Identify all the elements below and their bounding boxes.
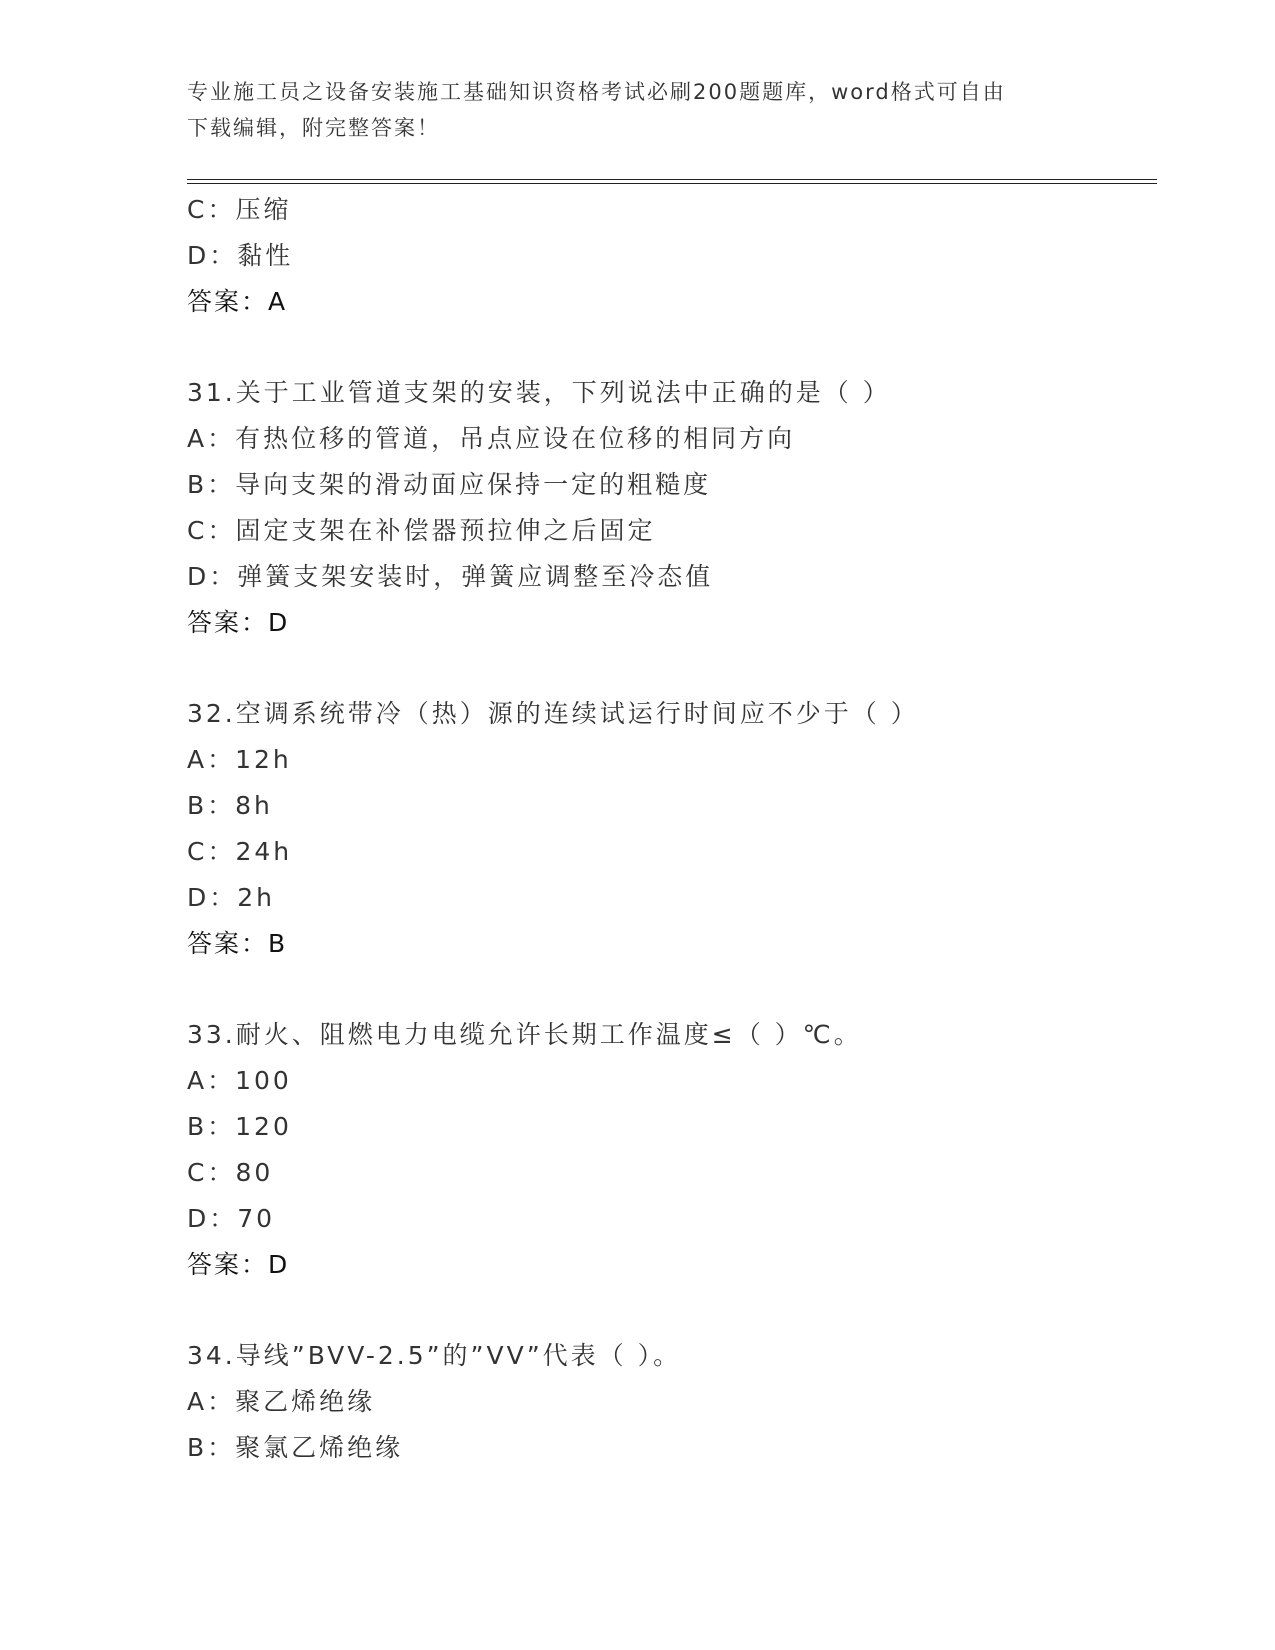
option-a: A：聚乙烯绝缘 (187, 1387, 376, 1416)
answer: 答案：D (187, 608, 290, 637)
question-text: 34.导线”BVV-2.5”的”VV”代表（ ）。 (187, 1341, 682, 1370)
question-text: 31.关于工业管道支架的安装，下列说法中正确的是（ ） (187, 378, 891, 407)
option-d: D：弹簧支架安装时，弹簧应调整至冷态值 (187, 562, 714, 591)
header-divider-bottom (187, 183, 1157, 184)
answer: 答案：A (187, 287, 288, 316)
option-a: A：12h (187, 745, 292, 774)
question-text: 32.空调系统带冷（热）源的连续试运行时间应不少于（ ） (187, 699, 919, 728)
header-line-1: 专业施工员之设备安装施工基础知识资格考试必刷200题题库，word格式可自由 (187, 80, 1006, 104)
option-d: D：70 (187, 1204, 276, 1233)
option-c: C：压缩 (187, 195, 292, 224)
option-c: C：24h (187, 837, 293, 866)
option-b: B：8h (187, 791, 273, 820)
question-34 (187, 1333, 1147, 1471)
option-a: A：有热位移的管道，吊点应设在位移的相同方向 (187, 424, 796, 453)
option-d: D：2h (187, 883, 276, 912)
option-c: C：固定支架在补偿器预拉伸之后固定 (187, 516, 656, 545)
header-divider-top (187, 179, 1157, 180)
option-b: B：聚氯乙烯绝缘 (187, 1433, 404, 1462)
answer: 答案：B (187, 929, 288, 958)
option-b: B：导向支架的滑动面应保持一定的粗糙度 (187, 470, 712, 499)
answer: 答案：D (187, 1250, 290, 1279)
partial-question (187, 187, 1147, 325)
question-31 (187, 370, 1147, 646)
question-text: 33.耐火、阻燃电力电缆允许长期工作温度≤（ ）℃。 (187, 1020, 862, 1049)
option-c: C：80 (187, 1158, 274, 1187)
option-d: D：黏性 (187, 241, 294, 270)
document-header (187, 74, 1067, 146)
question-33 (187, 1012, 1147, 1288)
document-body (187, 187, 1147, 1471)
header-line-2: 下载编辑，附完整答案！ (187, 116, 440, 140)
option-a: A：100 (187, 1066, 292, 1095)
question-32 (187, 691, 1147, 967)
option-b: B：120 (187, 1112, 292, 1141)
